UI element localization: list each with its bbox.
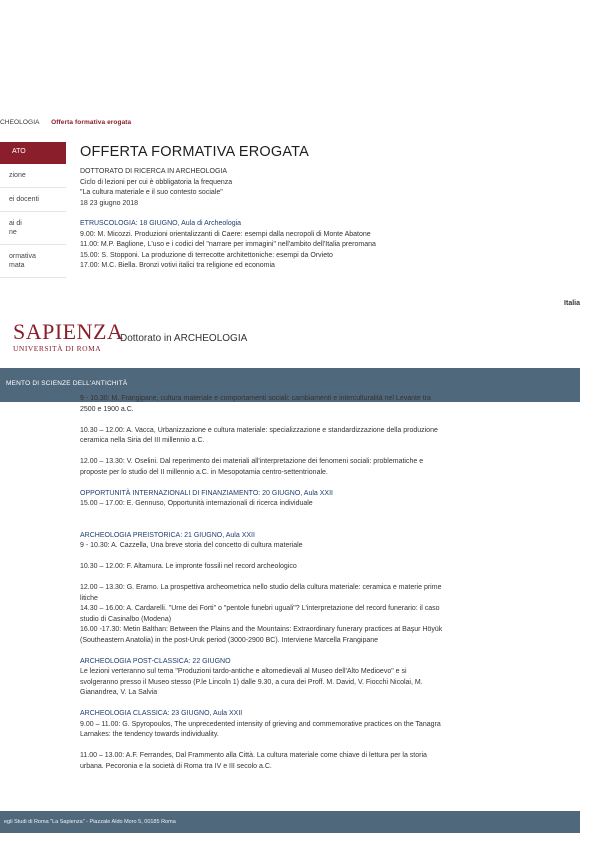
schedule-line: 17.00: M.C. Biella. Bronzi votivi italici tra religione ed economia xyxy=(80,262,275,269)
spacer xyxy=(80,646,520,657)
sidebar-nav xyxy=(0,142,66,278)
department-label[interactable]: MENTO DI SCIENZE DELL'ANTICHITÀ xyxy=(6,380,128,387)
section-heading: OPPORTUNITÀ INTERNAZIONALI DI FINANZIAMENTO: 20 GIUGNO, Aula XXII xyxy=(80,489,333,497)
schedule-line: urbana. Pecoronia e la società di Roma tra IV e III secolo a.C. xyxy=(80,762,272,770)
schedule-line: studio di Casinalbo (Modena) xyxy=(80,615,172,623)
schedule-line: Gianandrea, V. La Salvia xyxy=(80,689,158,696)
breadcrumb-current: Offerta formativa erogata xyxy=(51,119,132,126)
schedule-line: Le lezioni verteranno sul tema "Produzioni tardo-antiche e altomedievali al Museo dell'Alto Medioevo" e si xyxy=(80,668,407,675)
intro-line: 18 23 giugno 2018 xyxy=(80,199,138,207)
schedule-line: 15.00: S. Stopponi. La produzione di terrecotte architettoniche: esempi da Orvieto xyxy=(80,251,333,259)
section-heading: ARCHEOLOGIA CLASSICA: 23 GIUGNO, Aula XXII xyxy=(80,710,243,717)
sidebar-item-label: ormativa xyxy=(9,253,36,260)
spacer xyxy=(80,209,550,219)
schedule-line: 12.00 – 13.30: G. Eramo. La prospettiva archeometrica nello studio della cultura materiale: ceramica e materie prime xyxy=(80,584,442,591)
sidebar-item[interactable] xyxy=(0,245,66,278)
spacer xyxy=(80,478,520,489)
schedule-line: 10.30 – 12.00: F. Altamura. Le impronte fossili nel record archeologico xyxy=(80,563,297,570)
schedule-line: 15.00 – 17.00: E. Gennuso, Opportunità internazionali di ricerca individuale xyxy=(80,500,313,507)
language-link[interactable]: Italia xyxy=(564,300,580,307)
spacer xyxy=(80,573,520,584)
spacer xyxy=(80,510,520,521)
schedule-line: 11.00 – 13.00: A.F. Ferrandes, Dal Frammento alla Città. La cultura materiale come chiave di lettura per la storia xyxy=(80,752,427,759)
schedule-line: proposte per lo studio del II millennio a.C. in Mesopotamia centro-settentrionale. xyxy=(80,468,328,476)
section-heading: ARCHEOLOGIA POST-CLASSICA: 22 GIUGNO xyxy=(80,657,231,665)
schedule-line: svolgeranno presso il Museo stesso (P.le Lincoln 1) dalle 9.30, a cura dei Proff. M. David, V. Fiocchi Nicolai, M. xyxy=(80,678,423,686)
sapienza-logo[interactable] xyxy=(13,321,123,353)
sidebar-item-label: mata xyxy=(9,262,25,269)
site-name[interactable]: Dottorato in ARCHEOLOGIA xyxy=(120,333,248,344)
main-content xyxy=(80,144,550,272)
sidebar-item-label: ne xyxy=(9,229,17,236)
schedule-content xyxy=(80,394,520,772)
logo-wordmark: SAPIENZA xyxy=(13,319,124,344)
spacer xyxy=(80,699,520,710)
section-heading: ARCHEOLOGIA PREISTORICA: 21 GIUGNO, Aula XXII xyxy=(80,531,255,539)
schedule-line: 14.30 – 16.00: A. Cardarelli. "Urne dei Forti" o "pentole funebri uguali"? L'interpretazione del record funerario: il caso xyxy=(80,605,440,612)
footer-address: egli Studi di Roma "La Sapienza" - Piazzale Aldo Moro 5, 00185 Roma xyxy=(4,819,176,825)
spacer xyxy=(80,520,520,531)
page-title: OFFERTA FORMATIVA EROGATA xyxy=(80,144,309,160)
spacer xyxy=(80,447,520,458)
sidebar-item[interactable] xyxy=(0,212,66,245)
schedule-line: (Southeastern Anatolia) in the post-Uruk period (3000-2900 BC). Interviene Marcella Frangipane xyxy=(80,636,379,644)
spacer xyxy=(80,552,520,563)
sidebar-item-active[interactable]: ATO xyxy=(0,142,66,164)
schedule-line: 10.30 – 12.00: A. Vacca, Urbanizzazione e cultura materiale: specializzazione e standardizzazione della produzione xyxy=(80,426,438,434)
schedule-line: 16.00 -17.30: Metin Balthan: Between the Plains and the Mountains: Extraordinary funerary practices at Başur Höyük xyxy=(80,626,443,633)
intro-line: DOTTORATO DI RICERCA IN ARCHEOLOGIA xyxy=(80,168,228,175)
schedule-line: litiche xyxy=(80,594,98,602)
schedule-line: 11.00: M.P. Baglione, L'uso e i codici del "narrare per immagini" nell'ambito dell'Italia preromana xyxy=(80,241,376,248)
logo-subtitle: UNIVERSITÀ DI ROMA xyxy=(13,344,102,353)
breadcrumb-link-archeologia[interactable]: CHEOLOGIA xyxy=(0,119,40,126)
intro-line: "La cultura materiale e il suo contesto sociale" xyxy=(80,189,223,196)
sidebar-item-label: ai di xyxy=(9,220,22,227)
schedule-line: 12.00 – 13.30: V. Oselini. Dal reperimento dei materiali all'interpretazione dei fenomeni sociali: problematiche e xyxy=(80,458,424,465)
schedule-line: ceramica nella Siria del III millennio a.C. xyxy=(80,437,205,444)
spacer xyxy=(80,741,520,752)
sidebar-item[interactable]: ei docenti xyxy=(0,188,66,212)
schedule-line: 9 - 10.30: M. Frangipane, cultura materiale e comportamenti sociali: cambiamenti e interculturalità nel Levante tra xyxy=(80,395,431,402)
footer xyxy=(0,811,580,833)
schedule-line: 9.00: M. Micozzi. Produzioni orientalizzanti di Caere: esempi dalla necropoli di Monte Abatone xyxy=(80,230,371,238)
schedule-line: 9 - 10.30: A. Cazzella, Una breve storia del concetto di cultura materiale xyxy=(80,542,303,549)
spacer xyxy=(80,415,520,426)
breadcrumb xyxy=(0,119,131,126)
sidebar-item[interactable]: zione xyxy=(0,164,66,188)
schedule-line: Larnakes: the tendency towards individuality. xyxy=(80,731,219,738)
schedule-line: 2500 e 1900 a.C. xyxy=(80,405,134,413)
schedule-line: 9.00 – 11.00: G. Spyropoulos, The unprecedented intensity of grieving and commemorative practices on the Tanagra xyxy=(80,720,441,728)
intro-line: Ciclo di lezioni per cui è obbligatoria la frequenza xyxy=(80,178,233,186)
section-heading: ETRUSCOLOGIA: 18 GIUGNO, Aula di Archeologia xyxy=(80,220,242,227)
